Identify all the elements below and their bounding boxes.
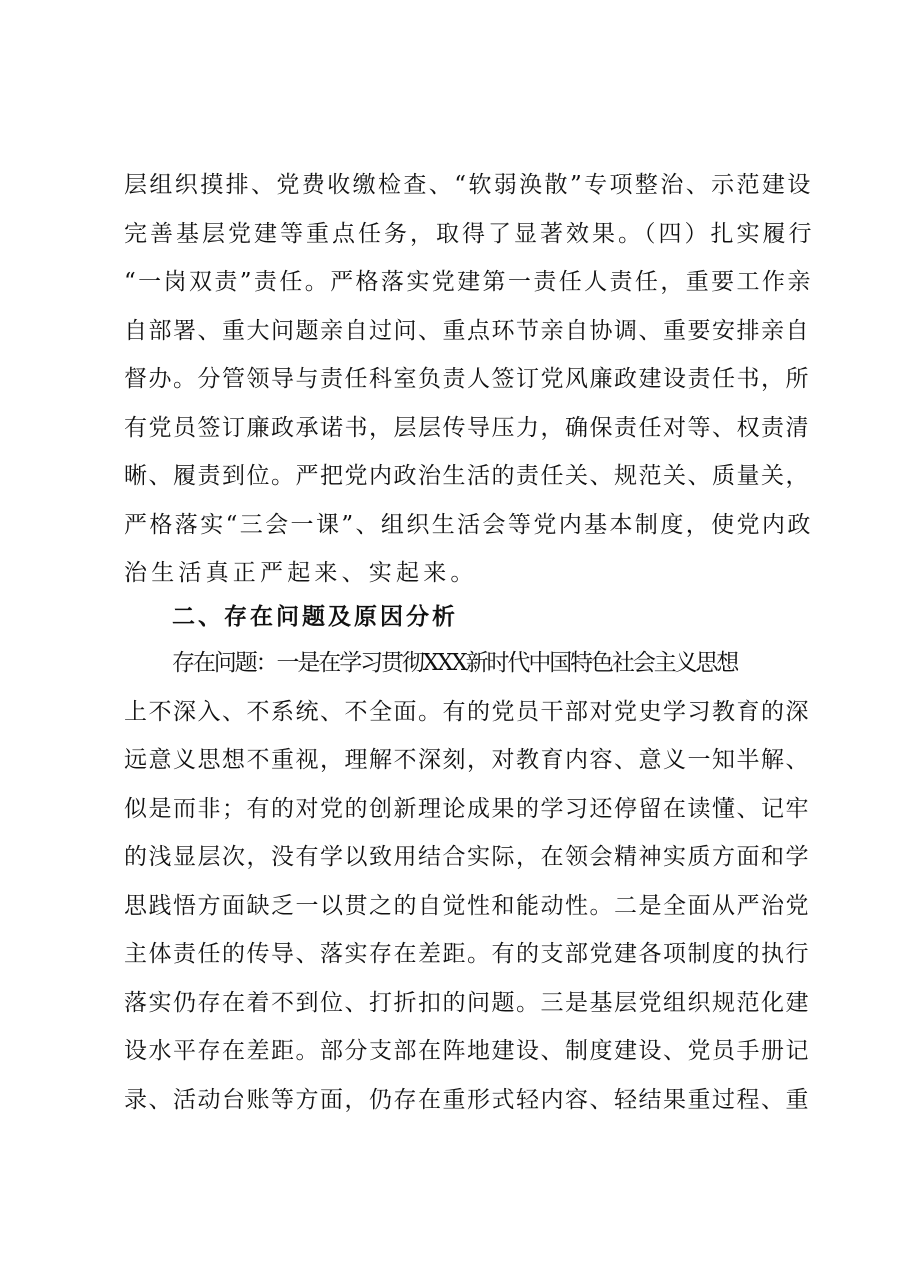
paragraph-party-building <box>124 161 814 598</box>
text-line: 严格落实“三会一课”、组织生活会等党内基本制度，使党内政 <box>124 511 813 538</box>
text-line: 存在问题：一是在学习贯彻XXX新时代中国特色社会主义思想 <box>172 650 738 676</box>
text-line: 督办。分管领导与责任科室负责人签订党风廉政建设责任书，所 <box>124 366 810 392</box>
text-line: 晰、履责到位。严把党内政治生活的责任关、规范关、质量关， <box>124 463 810 489</box>
text-line: “一岗双责”责任。严格落实党建第一责任人责任，重要工作亲 <box>124 269 813 295</box>
text-line: 录、活动台账等方面，仍存在重形式轻内容、轻结果重过程、重 <box>124 1086 810 1113</box>
section-heading: 二、存在问题及原因分析 <box>172 604 458 630</box>
paragraph-problems <box>124 639 814 1124</box>
text-line: 自部署、重大问题亲自过问、重点环节亲自协调、重要安排亲自 <box>124 317 810 344</box>
text-line: 落实仍存在着不到位、打折扣的问题。三是基层党组织规范化建 <box>124 989 810 1016</box>
text-line: 上不深入、不系统、不全面。有的党员干部对党史学习教育的深 <box>124 698 810 725</box>
text-line: 思践悟方面缺乏一以贯之的自觉性和能动性。二是全面从严治党 <box>124 892 810 919</box>
text-line: 完善基层党建等重点任务，取得了显著效果。（四）扎实履行 <box>124 220 815 247</box>
text-line: 远意义思想不重视，理解不深刻，对教育内容、意义一知半解、 <box>124 747 810 773</box>
text-line: 主体责任的传导、落实存在差距。有的支部党建各项制度的执行 <box>124 941 810 967</box>
text-line: 的浅显层次，没有学以致用结合实际，在领会精神实质方面和学 <box>124 844 810 870</box>
text-line: 治生活真正严起来、实起来。 <box>124 560 478 586</box>
text-line: 设水平存在差距。部分支部在阵地建设、制度建设、党员手册记 <box>124 1038 810 1064</box>
text-line: 层组织摸排、党费收缴检查、“软弱涣散”专项整治、示范建设 <box>124 172 813 198</box>
text-line: 有党员签订廉政承诺书，层层传导压力，确保责任对等、权责清 <box>124 414 810 441</box>
text-line: 似是而非；有的对党的创新理论成果的学习还停留在读懂、记牢 <box>124 795 810 822</box>
